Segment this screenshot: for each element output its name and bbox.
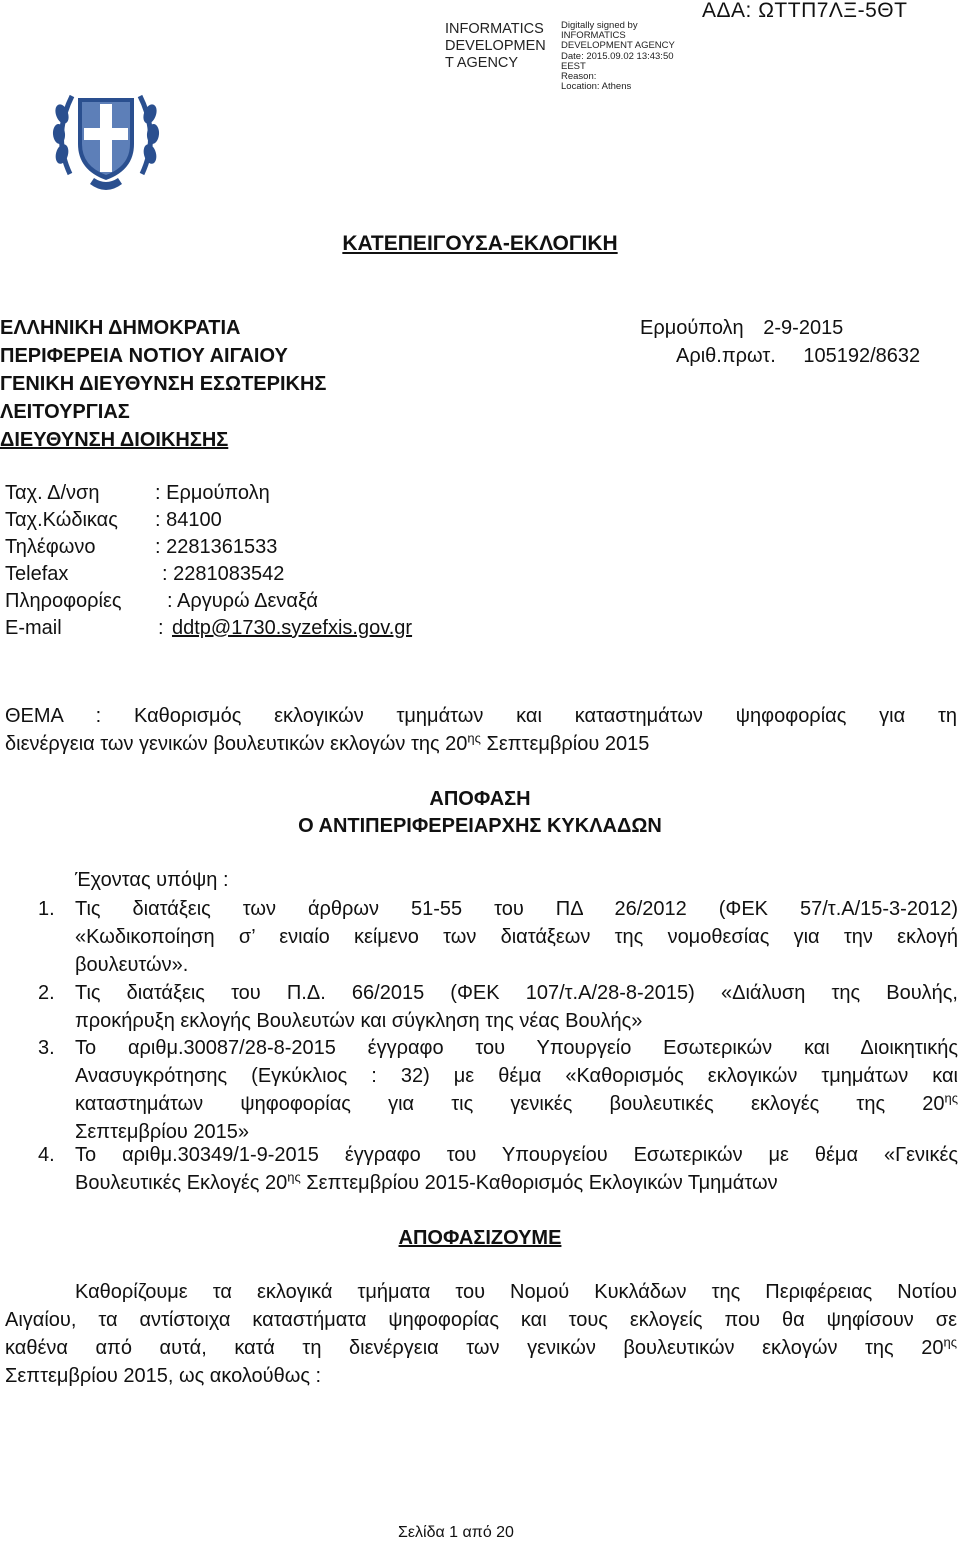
subject-line: ΘΕΜΑ : Καθορισμός εκλογικών τμημάτων και καταστημάτων ψηφοφορίας για τη (5, 705, 957, 727)
closing-line: Σεπτεμβρίου 2015, ως ακολούθως : (5, 1365, 322, 1387)
superscript: ης (287, 1169, 301, 1185)
item-line: Τις διατάξεις των άρθρων 51-55 του ΠΔ 26/2012 (ΦΕΚ 57/τ.Α/15-3-2012) (75, 898, 958, 920)
item-text (75, 1141, 958, 1197)
contact-value: : 84100 (155, 509, 222, 531)
closing-text: Καθορίζουμε τα εκλογικά τμήματα του Νομού Κυκλάδων της Περιφέρειας Νοτίου (75, 1281, 957, 1303)
signature-org-line: T AGENCY (445, 55, 519, 71)
signature-org-line: DEVELOPMEN (445, 38, 546, 54)
closing-line (5, 1334, 957, 1362)
closing-text: καθένα από αυτά, κατά τη διενέργεια των γενικών βουλευτικών εκλογών της 20 (5, 1337, 944, 1359)
subject-line (5, 730, 957, 758)
list-item (0, 979, 960, 1035)
authority-header (0, 314, 326, 454)
signature-detail-line: DEVELOPMENT AGENCY (561, 40, 675, 52)
item-line (75, 1090, 958, 1118)
ada-code: ΑΔΑ: ΩΤΤΠ7ΛΞ-5ΘΤ (702, 0, 908, 22)
authority-line-directorate: ΓΕΝΙΚΗ ΔΙΕΥΘΥΝΣΗ ΕΣΩΤΕΡΙΚΗΣ (0, 373, 327, 395)
email-link[interactable]: ddtp@1730.syzefxis.gov.gr (172, 617, 413, 639)
authority-line-department: ΔΙΕΥΘΥΝΣΗ ΔΙΟΙΚΗΣΗΣ (0, 429, 229, 451)
superscript: ης (943, 1334, 957, 1350)
list-item (0, 895, 960, 979)
subject-text: διενέργεια των γενικών βουλευτικών εκλογών της 20 (5, 733, 468, 755)
protocol-number (676, 342, 920, 370)
closing-paragraph (5, 1278, 957, 1390)
item-line-text: καταστημάτων ψηφοφορίας για τις γενικές βουλευτικές εκλογές της 20 (75, 1093, 945, 1115)
contact-row-postcode (0, 509, 700, 536)
contact-value-prefix: : (158, 617, 170, 639)
contact-block (0, 482, 700, 644)
item-line: βουλευτών». (75, 954, 189, 976)
contact-label: Ταχ.Κώδικας (5, 509, 118, 531)
item-number: 3. (38, 1037, 55, 1059)
greek-emblem (50, 74, 162, 196)
contact-value: : Αργυρώ Δεναξά (167, 590, 318, 612)
decision-authority: Ο ΑΝΤΙΠΕΡΙΦΕΡΕΙΑΡΧΗΣ ΚΥΚΛΑΔΩΝ (298, 815, 662, 837)
we-decide-heading: ΑΠΟΦΑΣΙΖΟΥΜΕ (398, 1227, 562, 1249)
signature-detail-line: Reason: (561, 71, 597, 83)
contact-row-info (0, 590, 700, 617)
closing-line: Αιγαίου, τα αντίστοιχα καταστήματα ψηφοφορίας και τους εκλογείς που θα ψηφίσουν σε (5, 1309, 957, 1331)
contact-row-email (0, 617, 700, 644)
contact-row-phone (0, 536, 700, 563)
authority-line-state: ΕΛΛΗΝΙΚΗ ΔΗΜΟΚΡΑΤΙΑ (0, 317, 241, 339)
list-item (0, 1141, 960, 1197)
signature-detail-line: Location: Athens (561, 81, 632, 93)
item-line-text: Σεπτεμβρίου 2015-Καθορισμός Εκλογικών Τμημάτων (300, 1172, 778, 1194)
item-text (75, 1034, 958, 1146)
contact-row-address (0, 482, 700, 509)
protocol-label: Αριθ.πρωτ. (676, 345, 776, 367)
item-line: Το αριθμ.30349/1-9-2015 έγγραφο του Υπουργείου Εσωτερικών με θέμα «Γενικές (75, 1144, 958, 1166)
contact-label: E-mail (5, 617, 62, 639)
item-number: 1. (38, 898, 55, 920)
item-text (75, 895, 958, 979)
page-footer: Σελίδα 1 από 20 (398, 1524, 514, 1541)
authority-line-region: ΠΕΡΙΦΕΡΕΙΑ ΝΟΤΙΟΥ ΑΙΓΑΙΟΥ (0, 345, 288, 367)
list-item (0, 1034, 960, 1146)
place: Ερμούπολη (640, 317, 744, 339)
item-line: προκήρυξη εκλογής Βουλευτών και σύγκληση της νέας Βουλής» (75, 1010, 643, 1032)
contact-value: : Ερμούπολη (155, 482, 270, 504)
considering-label: Έχοντας υπόψη : (75, 869, 229, 891)
signature-detail-line: INFORMATICS (561, 30, 626, 42)
contact-value: : 2281361533 (155, 536, 278, 558)
emblem-icon (50, 74, 162, 196)
superscript: ης (944, 1090, 958, 1106)
item-line: Ανασυγκρότησης (Εγκύκλιος : 32) με θέμα «Καθορισμός εκλογικών τμημάτων και (75, 1065, 958, 1087)
item-line: Το αριθμ.30087/28-8-2015 έγγραφο του Υπουργείο Εσωτερικών και Διοικητικής (75, 1037, 958, 1059)
signature-org-line: INFORMATICS (445, 21, 544, 37)
signature-detail-line: Date: 2015.09.02 13:43:50 (561, 50, 674, 62)
urgent-heading: ΚΑΤΕΠΕΙΓΟΥΣΑ-ΕΚΛΟΓΙΚΗ (342, 232, 618, 255)
contact-label: Τηλέφωνο (5, 536, 96, 558)
item-line: Σεπτεμβρίου 2015» (75, 1121, 249, 1143)
contact-value: : 2281083542 (162, 563, 285, 585)
subject-text: Σεπτεμβρίου 2015 (480, 733, 650, 755)
item-line: Τις διατάξεις του Π.Δ. 66/2015 (ΦΕΚ 107/τ.Α/28-8-2015) «Διάλυση της Βουλής, (75, 982, 958, 1004)
item-number: 4. (38, 1144, 55, 1166)
item-line: «Κωδικοποίηση σ’ ενιαίο κείμενο των διατάξεων της νομοθεσίας για την εκλογή (75, 926, 958, 948)
contact-label: Telefax (5, 563, 69, 585)
signature-org-name (445, 21, 546, 72)
contact-label: Ταχ. Δ/νση (5, 482, 100, 504)
signature-detail-line: Digitally signed by (561, 20, 638, 31)
place-date (640, 314, 843, 342)
item-line (75, 1169, 958, 1197)
signature-detail-line: EEST (561, 60, 586, 72)
closing-line (5, 1278, 957, 1306)
date: 2-9-2015 (763, 317, 844, 339)
subject (5, 702, 957, 758)
authority-line-operation: ΛΕΙΤΟΥΡΓΙΑΣ (0, 401, 130, 423)
protocol-value: 105192/8632 (803, 345, 921, 367)
item-text (75, 979, 958, 1035)
contact-row-fax (0, 563, 700, 590)
item-number: 2. (38, 982, 55, 1004)
superscript: ης (467, 730, 481, 746)
contact-label: Πληροφορίες (5, 590, 122, 612)
signature-details (561, 21, 675, 92)
item-line-text: Βουλευτικές Εκλογές 20 (75, 1172, 288, 1194)
decision-title: ΑΠΟΦΑΣΗ (429, 788, 531, 810)
